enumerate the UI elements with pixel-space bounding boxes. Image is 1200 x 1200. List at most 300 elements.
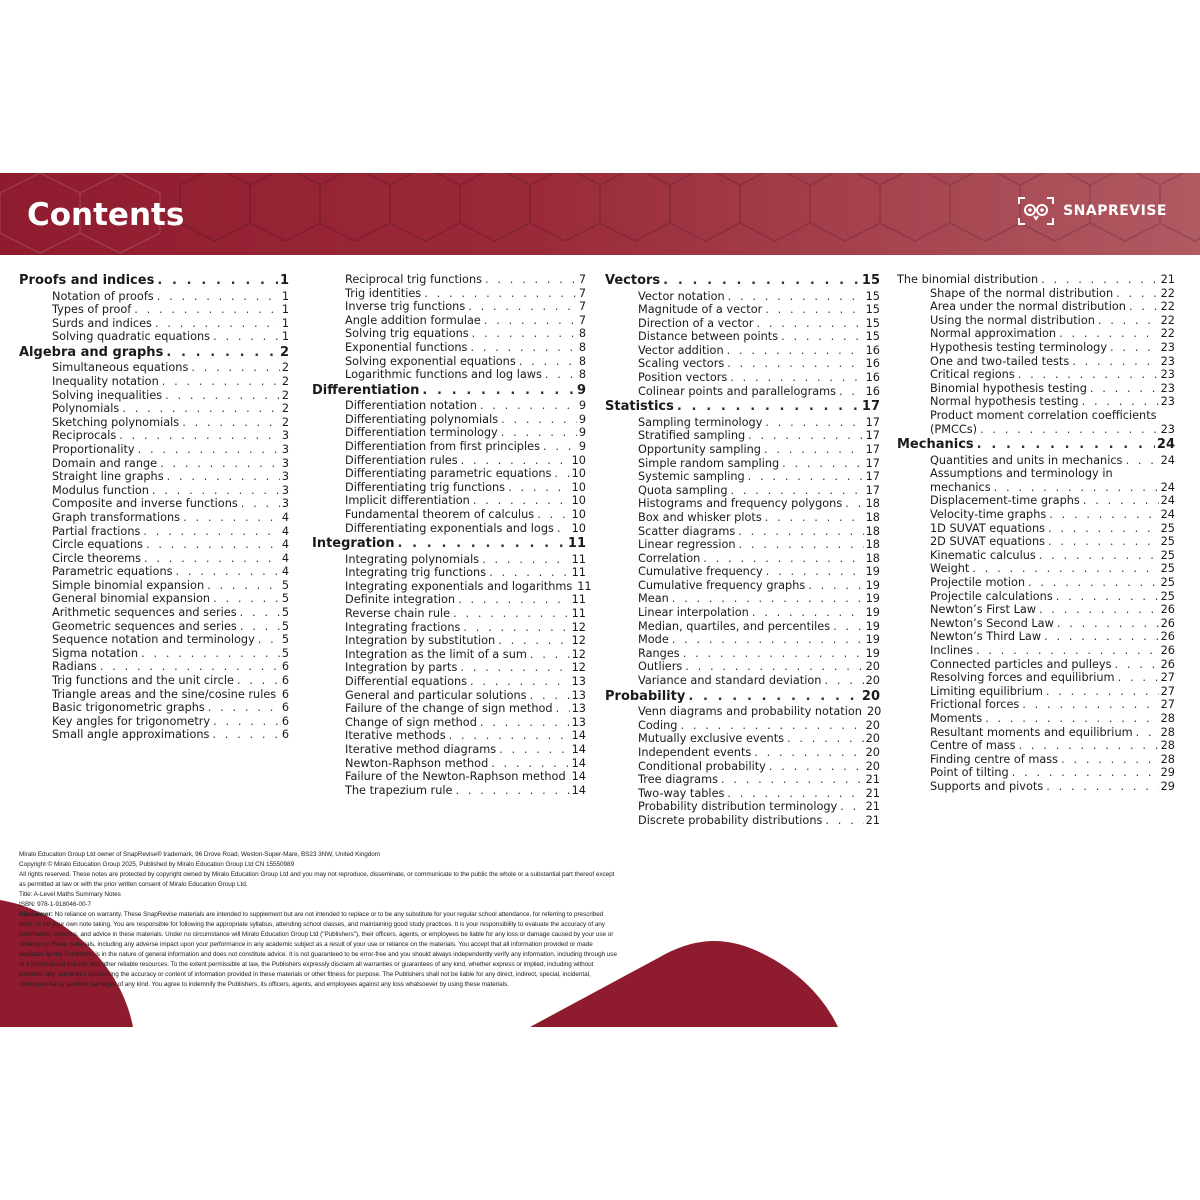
entry-title: Proofs and indices <box>19 273 155 288</box>
contents-entry <box>605 800 880 814</box>
contents-entry <box>312 757 586 771</box>
entry-title: Small angle approximations <box>52 728 210 742</box>
dot-leader <box>991 481 1159 495</box>
page-number: 20 <box>865 732 880 746</box>
entry-title: Kinematic calculus <box>930 548 1036 562</box>
entry-title: Integration by parts <box>345 661 458 675</box>
entry-title: Logarithmic functions and log laws <box>345 368 542 382</box>
entry-title: Modulus function <box>52 483 149 497</box>
entry-title: Median, quartiles, and percentiles <box>638 619 831 633</box>
dot-leader <box>1046 508 1158 522</box>
entry-title: Implicit differentiation <box>345 494 470 508</box>
page-number: 23 <box>1160 354 1175 368</box>
contents-entry <box>312 399 586 413</box>
page-number: 21 <box>865 800 880 814</box>
dot-leader <box>138 647 280 661</box>
entry-title: One and two-tailed tests <box>930 354 1070 368</box>
dot-leader <box>149 484 280 498</box>
entry-title: Inverse trig functions <box>345 300 466 314</box>
contents-column-3 <box>605 273 880 827</box>
entry-title: Probability distribution terminology <box>638 800 838 814</box>
entry-title: Notation of proofs <box>52 289 154 303</box>
contents-entry <box>312 454 586 468</box>
dot-leader <box>1043 780 1158 794</box>
dot-leader <box>119 402 280 416</box>
page-number: 13 <box>571 715 586 729</box>
entry-title: Algebra and graphs <box>19 344 164 360</box>
contents-entry <box>312 579 592 594</box>
entry-title: Differentiation notation <box>345 399 477 413</box>
entry-title: Weight <box>930 562 970 576</box>
dot-leader <box>1069 355 1158 369</box>
page-number: 25 <box>1160 548 1175 562</box>
dot-leader <box>516 355 577 369</box>
dot-leader <box>669 592 864 606</box>
page-number: 12 <box>571 647 586 661</box>
dot-leader <box>685 689 860 706</box>
dot-leader <box>724 344 864 358</box>
dot-leader <box>1058 753 1159 767</box>
entry-title: Newton-Raphson method <box>345 756 489 770</box>
dot-leader <box>479 553 569 567</box>
entry-title: Frictional forces <box>930 698 1020 712</box>
dot-leader <box>470 494 570 508</box>
header-banner <box>0 173 1200 255</box>
page-number: 23 <box>1160 381 1175 395</box>
entry-title: Mode <box>638 633 669 647</box>
dot-leader <box>534 508 569 522</box>
entry-title: Definite integration <box>345 593 456 607</box>
page-number: 11 <box>571 593 586 607</box>
page-number: 19 <box>865 606 880 620</box>
contents-entry <box>19 375 289 389</box>
entry-title: Normal approximation <box>930 327 1057 341</box>
page-number: 24 <box>1160 494 1175 508</box>
entry-title: Mechanics <box>897 437 974 453</box>
page-number: 13 <box>571 675 586 689</box>
contents-entry <box>19 592 289 606</box>
page-number: 12 <box>571 634 586 648</box>
entry-title: Quota sampling <box>638 483 728 497</box>
dot-leader <box>1054 617 1159 631</box>
contents-entry <box>897 454 1175 468</box>
page-number: 1 <box>281 303 289 317</box>
dot-leader <box>680 647 864 661</box>
entry-title: Iterative method diagrams <box>345 743 497 756</box>
page-number: 4 <box>281 551 289 565</box>
contents-entry <box>897 300 1175 314</box>
contents-entry <box>19 416 289 430</box>
dot-leader <box>238 497 280 511</box>
page-number: 17 <box>865 470 880 484</box>
page-number: 27 <box>1160 698 1175 712</box>
page-number: 28 <box>1160 752 1175 766</box>
page-number: 10 <box>571 521 586 535</box>
entry-title: Supports and pivots <box>930 779 1044 793</box>
page-number: 20 <box>861 688 880 704</box>
dot-leader <box>527 648 570 662</box>
page-number: 23 <box>1160 368 1175 382</box>
entry-title: Angle addition formulae <box>345 313 481 327</box>
page-number: 19 <box>865 633 880 647</box>
dot-leader <box>677 719 863 733</box>
page-number: 25 <box>1160 562 1175 576</box>
page-number: 19 <box>865 646 880 660</box>
page-number: 21 <box>865 773 880 787</box>
contents-entry <box>19 715 289 729</box>
entry-title: Statistics <box>605 399 674 415</box>
page-number: 26 <box>1160 657 1175 671</box>
dot-leader <box>1056 327 1159 341</box>
contents-entry <box>897 780 1175 794</box>
entry-title: Differentiation terminology <box>345 426 498 440</box>
dot-leader <box>477 399 577 413</box>
contents-entry <box>897 287 1175 301</box>
contents-entry <box>897 712 1175 726</box>
contents-entry <box>605 647 880 661</box>
dot-leader <box>762 511 864 525</box>
contents-entry <box>19 470 289 484</box>
page-number: 16 <box>865 371 880 385</box>
entry-title: Connected particles and pulleys <box>930 657 1112 671</box>
entry-title: Discrete probability distributions <box>638 813 823 827</box>
dot-leader <box>421 287 577 301</box>
contents-entry <box>605 416 880 430</box>
contents-entry <box>605 538 880 552</box>
entry-title: Surds and indices <box>52 316 152 330</box>
page-number: 22 <box>1160 286 1175 300</box>
section-heading <box>312 536 586 553</box>
contents-entry <box>312 661 586 675</box>
page-number: 3 <box>281 483 289 497</box>
contents-entry <box>897 409 1175 423</box>
contents-entry <box>19 660 289 674</box>
entry-title: General binomial expansion <box>52 592 211 606</box>
dot-leader <box>458 454 570 468</box>
dot-leader <box>486 566 570 580</box>
disclaimer-text: No reliance on warranty. These SnapRevise materials are intended to supplement but are not intended to replace or to be any substitute for your regular school attendance, for referring to prescribed texts, or for your own note taking. You are responsible for following the appropriate syllabus, attending school classes, and maintaining good study practices. It is your responsibility to evaluate the accuracy of any information, opinions, and advice in these materials. Under no circumstance will Miralo Education Group Ltd ("Publishers"), their officers, agents, or employees be liable for any loss or damage caused by your use or reliance on these materials, including any adverse impact upon your performance in any academic subject as a result of your use or reliance on the materials. You accept that all information provided or made available by the Publishers is in the nature of general information and does not constitute advice. It is not guaranteed to be error-free and you should always independently verify any information, including through use of a professional teacher and other reliable resources. To the extent permissible at law, the Publishers expressly disclaim all warranties or guarantees of any kind, whether express or implied, including without limitation any warranties concerning the accuracy or content of information provided in these materials or other fitness for purpose. The Publishers shall not be liable for any direct, indirect, special, incidental, consequential or punitive damages of any kind. You agree to indemnify the Publishers, its officers, agents, and employees against any loss whatsoever by using these materials. <box>19 911 617 988</box>
page-number: 17 <box>861 399 880 415</box>
page-number: 3 <box>281 429 289 443</box>
contents-entry <box>897 576 1175 590</box>
dot-leader <box>766 760 864 774</box>
contents-entry <box>312 287 586 301</box>
page-number: 23 <box>1160 422 1175 436</box>
contents-entry <box>605 814 880 828</box>
entry-title: Vectors <box>605 273 661 288</box>
dot-leader <box>725 290 864 304</box>
brand-name: SNAPREVISE <box>1063 203 1167 219</box>
contents-entry <box>897 494 1175 508</box>
owner-line: Miralo Education Group Ltd owner of SnapRevise® trademark, 96 Drove Road, Weston-Super-Mare, BS23 3NW, United Kingdom <box>19 851 381 858</box>
page-number: 15 <box>865 316 880 330</box>
contents-entry <box>605 606 880 620</box>
dot-leader <box>131 303 280 317</box>
entry-title: Sampling terminology <box>638 415 763 429</box>
page-number: 7 <box>578 313 586 327</box>
contents-entry <box>605 746 880 760</box>
dot-leader <box>527 689 570 703</box>
entry-title: Change of sign method <box>345 715 477 729</box>
contents-entry <box>605 719 880 733</box>
entry-title: Solving trig equations <box>345 327 469 341</box>
entry-title: Finding centre of mass <box>930 752 1059 766</box>
contents-entry <box>19 728 289 742</box>
contents-entry <box>605 497 880 511</box>
dot-leader <box>481 314 577 328</box>
entry-title: Probability <box>605 688 686 704</box>
entry-title: Circle theorems <box>52 551 142 565</box>
page-number: 9 <box>578 399 586 413</box>
entry-title: Trig functions and the unit circle <box>52 674 234 688</box>
entry-title: Simple binomial expansion <box>52 578 205 592</box>
page-number: 17 <box>865 442 880 456</box>
dot-leader <box>724 787 863 801</box>
entry-title: Vector notation <box>638 289 725 303</box>
dot-leader <box>822 814 863 828</box>
page-number: 16 <box>865 384 880 398</box>
entry-title: Two-way tables <box>638 786 725 800</box>
dot-leader <box>173 565 280 579</box>
entry-title: Linear interpolation <box>638 606 749 620</box>
entry-title: Radians <box>52 660 97 674</box>
contents-column-1 <box>19 273 289 742</box>
contents-entry <box>605 773 880 787</box>
page-number: 6 <box>281 714 289 728</box>
entry-title: Integration <box>312 536 395 552</box>
section-heading <box>897 437 1175 454</box>
dot-leader <box>1080 494 1159 508</box>
contents-entry <box>312 634 586 648</box>
page-number: 14 <box>571 783 586 797</box>
page-number: 5 <box>281 606 289 620</box>
contents-entry <box>605 443 880 457</box>
dot-leader <box>1016 739 1159 753</box>
entry-title: Failure of the change of sign method <box>345 702 553 716</box>
dot-leader <box>784 732 864 746</box>
entry-title: Straight line graphs <box>52 470 164 484</box>
dot-leader <box>210 330 280 344</box>
page-number: 12 <box>571 620 586 634</box>
contents-entry <box>312 566 586 580</box>
page-number: 22 <box>1160 300 1175 314</box>
entry-title: Tree diagrams <box>638 773 718 787</box>
entry-title: Displacement-time graphs <box>930 494 1080 508</box>
section-heading <box>605 399 880 416</box>
page-number: 3 <box>281 442 289 456</box>
entry-title: Graph transformations <box>52 510 181 524</box>
entry-title: Velocity-time graphs <box>930 508 1047 521</box>
dot-leader <box>554 522 570 536</box>
dot-leader <box>162 389 280 403</box>
page-number: 21 <box>865 786 880 800</box>
section-heading <box>605 273 880 290</box>
page-number: 21 <box>865 813 880 827</box>
entry-title: Centre of mass <box>930 739 1016 753</box>
page-number: 22 <box>1160 327 1175 341</box>
entry-title: Magnitude of a vector <box>638 303 763 317</box>
entry-title: Failure of the Newton-Raphson method <box>345 770 566 784</box>
dot-leader <box>1036 549 1159 563</box>
dot-leader <box>1087 382 1159 396</box>
entry-title: Opportunity sampling <box>638 442 761 456</box>
entry-title: Limiting equilibrium <box>930 684 1043 698</box>
entry-title: Normal hypothesis testing <box>930 395 1079 409</box>
dot-leader <box>763 565 864 579</box>
entry-title: Direction of a vector <box>638 316 754 330</box>
contents-entry <box>897 630 1175 644</box>
page-number: 24 <box>1160 480 1175 494</box>
contents-entry <box>605 620 880 634</box>
entry-title: Differentiation <box>312 382 420 398</box>
page-number: 5 <box>281 619 289 633</box>
dot-leader <box>727 371 863 385</box>
contents-entry <box>312 508 586 522</box>
page-number: 20 <box>865 718 880 732</box>
entry-title: Colinear points and parallelograms <box>638 384 837 398</box>
page-number: 8 <box>578 327 586 341</box>
disclaimer-label: Disclaimer: <box>19 911 53 918</box>
contents-entry <box>605 303 880 317</box>
entry-title: Parametric equations <box>52 565 173 579</box>
dot-leader <box>1113 287 1158 301</box>
dot-leader <box>455 593 570 607</box>
contents-entry <box>19 389 289 403</box>
contents-entry <box>897 671 1175 685</box>
entry-title: Inclines <box>930 643 973 657</box>
contents-entry <box>312 522 586 536</box>
contents-entry <box>312 368 586 382</box>
dot-leader <box>498 413 577 427</box>
contents-entry <box>605 525 880 539</box>
title-line: Title: A-Level Maths Summary Notes <box>19 891 121 898</box>
entry-title: Differentiating exponentials and logs <box>345 521 554 535</box>
page-number: 10 <box>571 494 586 508</box>
contents-entry <box>312 689 586 703</box>
contents-entry <box>897 273 1175 287</box>
dot-leader <box>762 303 863 317</box>
entry-title: Circle equations <box>52 538 144 552</box>
entry-title: Solving quadratic equations <box>52 330 211 344</box>
page-number: 14 <box>571 729 586 743</box>
contents-entry <box>19 538 289 552</box>
entry-title: Conditional probability <box>638 759 766 773</box>
dot-leader <box>460 621 569 635</box>
dot-leader <box>682 660 863 674</box>
contents-entry <box>605 470 880 484</box>
dot-leader <box>553 702 570 716</box>
contents-entry <box>897 685 1175 699</box>
page-number: 8 <box>578 354 586 368</box>
page-number: 2 <box>281 374 289 388</box>
page-number: 15 <box>865 289 880 303</box>
dot-leader <box>977 423 1159 437</box>
page-number: 18 <box>865 524 880 538</box>
isbn-line: ISBN: 978-1-918046-00-7 <box>19 901 92 908</box>
contents-entry <box>19 647 289 661</box>
page-number: 10 <box>571 453 586 467</box>
entry-title: (PMCCs) <box>930 422 978 436</box>
contents-entry <box>897 603 1175 617</box>
dot-leader <box>141 552 280 566</box>
dot-leader <box>674 399 860 416</box>
contents-entry <box>605 787 880 801</box>
page-number: 20 <box>865 759 880 773</box>
page-number: 6 <box>281 660 289 674</box>
contents-entry <box>897 726 1175 740</box>
contents-column-2 <box>312 273 592 797</box>
page-number: 17 <box>865 415 880 429</box>
contents-entry <box>312 716 586 730</box>
dot-leader <box>163 345 278 362</box>
page-number: 7 <box>578 300 586 314</box>
entry-title: Integrating exponentials and logarithms <box>345 579 573 593</box>
entry-title: 2D SUVAT equations <box>930 535 1045 549</box>
contents-entry <box>897 395 1175 409</box>
page-number: 19 <box>865 619 880 633</box>
snaprevise-owl-icon <box>1017 195 1055 227</box>
contents-entry <box>897 355 1175 369</box>
dot-leader <box>498 426 577 440</box>
entry-title: Differentiating trig functions <box>345 480 506 494</box>
dot-leader <box>735 525 863 539</box>
dot-leader <box>778 330 864 344</box>
contents-entry <box>897 766 1175 780</box>
entry-title: Cumulative frequency <box>638 565 763 579</box>
contents-entry <box>605 344 880 358</box>
entry-title: Composite and inverse functions <box>52 497 238 511</box>
rights-text: All rights reserved. These notes are protected by copyright owned by Miralo Education Group Ltd and you may not reproduce, disseminate, or communicate to the public the whole or a substantial part thereof except as permitted at law or with the prior written consent of Miralo Education Group Ltd. <box>19 871 615 888</box>
entry-title: Partial fractions <box>52 524 141 538</box>
page-number: 8 <box>578 368 586 382</box>
page-number: 6 <box>281 687 289 701</box>
contents-entry <box>605 760 880 774</box>
contents-entry <box>312 729 586 743</box>
contents-entry <box>897 549 1175 563</box>
dot-leader <box>1038 273 1158 287</box>
entry-title: Correlation <box>638 551 701 565</box>
entry-title: Position vectors <box>638 371 728 385</box>
page-number: 23 <box>1160 395 1175 409</box>
dot-leader <box>488 757 569 771</box>
entry-title: Newton’s First Law <box>930 603 1037 617</box>
page-number: 10 <box>571 467 586 481</box>
dot-leader <box>237 620 280 634</box>
contents-entry <box>897 382 1175 396</box>
entry-title: Simple random sampling <box>638 456 780 470</box>
entry-title: Mean <box>638 592 669 606</box>
page-number: 18 <box>865 497 880 511</box>
contents-entry <box>605 565 880 579</box>
contents-entry <box>897 590 1175 604</box>
page-number: 20 <box>865 674 880 688</box>
contents-entry <box>897 522 1175 536</box>
page-number: 24 <box>1160 508 1175 521</box>
dot-leader <box>761 443 864 457</box>
contents-entry <box>19 525 289 539</box>
contents-entry <box>19 402 289 416</box>
dot-leader <box>135 443 280 457</box>
entry-title: Fundamental theorem of calculus <box>345 508 535 521</box>
contents-entry <box>19 361 289 375</box>
entry-title: Differentiating parametric equations <box>345 467 552 481</box>
contents-entry <box>19 497 289 511</box>
contents-entry <box>19 303 289 317</box>
entry-title: Independent events <box>638 745 752 759</box>
page-number: 25 <box>1160 575 1175 589</box>
entry-title: Area under the normal distribution <box>930 300 1126 314</box>
legal-footer <box>19 850 619 990</box>
